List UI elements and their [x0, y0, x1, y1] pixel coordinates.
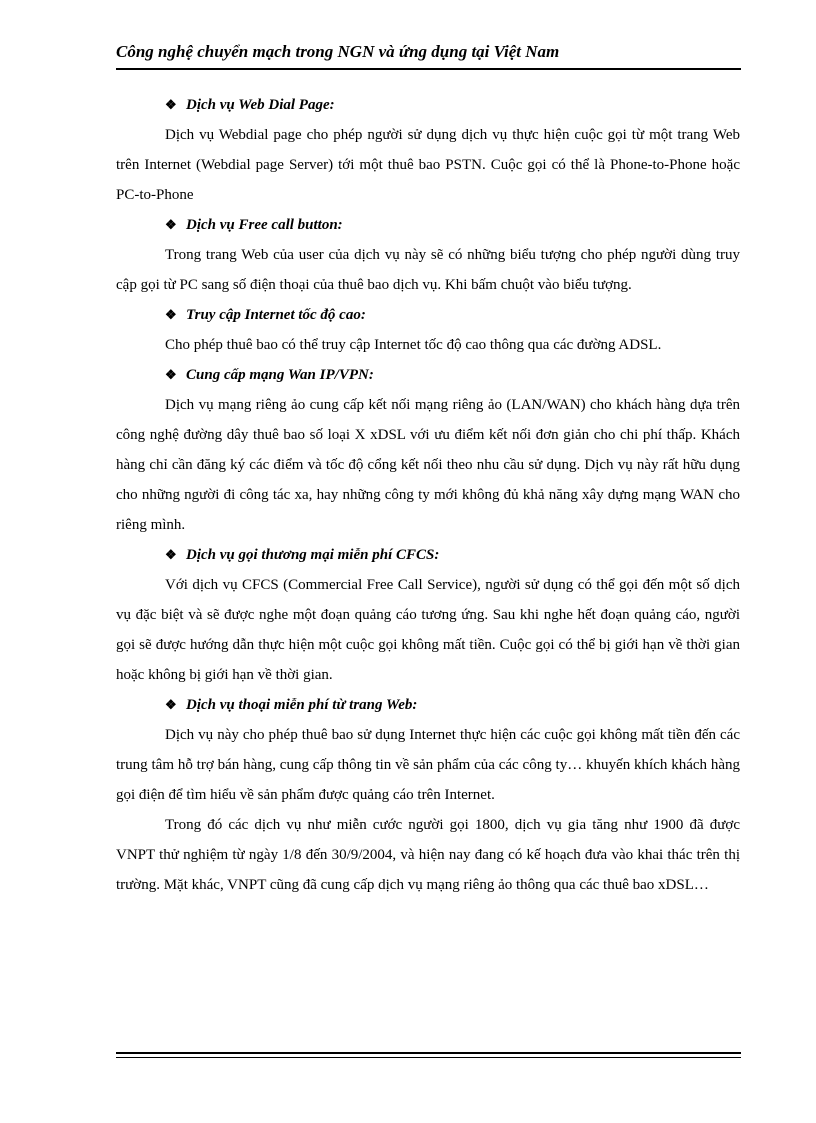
section-heading	[116, 690, 740, 720]
paragraph: Dịch vụ Webdial page cho phép người sử dụng dịch vụ thực hiện cuộc gọi từ một trang Web trên Internet (Webdial page Server) tới một thuê bao PSTN. Cuộc gọi có thể là Phone-to-Phone hoặc PC-to-Phone	[116, 127, 740, 203]
section-heading	[116, 90, 740, 120]
paragraph: Dịch vụ mạng riêng ảo cung cấp kết nối mạng riêng ảo (LAN/WAN) cho khách hàng dựa trên công nghệ đường dây thuê bao số loại X xDSL với ưu điểm kết nối đơn giản cho chi phí thấp. Khách hàng chỉ cần đăng ký các điểm và tốc độ cổng kết nối theo nhu cầu sử dụng. Dịch vụ này rất hữu dụng cho những người đi công tác xa, hay những công ty mới không đủ khả năng xây dựng mạng WAN cho riêng mình.	[116, 397, 740, 533]
diamond-bullet-icon: ❖	[165, 307, 177, 322]
section-heading	[116, 360, 740, 390]
diamond-bullet-icon: ❖	[165, 697, 177, 712]
paragraph: Dịch vụ này cho phép thuê bao sử dụng Internet thực hiện các cuộc gọi không mất tiền đến các trung tâm hỗ trợ bán hàng, cung cấp thông tin về sản phẩm của các công ty… khuyến khích khách hàng gọi điện để tìm hiểu về sản phẩm được quảng cáo trên Internet.	[116, 727, 740, 803]
paragraph: Với dịch vụ CFCS (Commercial Free Call Service), người sử dụng có thể gọi đến một số dịch vụ đặc biệt và sẽ được nghe một đoạn quảng cáo tương ứng. Sau khi nghe hết đoạn quảng cáo, người gọi sẽ được hướng dẫn thực hiện một cuộc gọi không mất tiền. Cuộc gọi có thể bị giới hạn về thời gian hoặc không bị giới hạn về thời gian.	[116, 577, 740, 683]
section-heading	[116, 210, 740, 240]
diamond-bullet-icon: ❖	[165, 547, 177, 562]
section-heading-text: Dịch vụ Free call button:	[186, 217, 343, 233]
diamond-bullet-icon: ❖	[165, 217, 177, 232]
header-rule	[116, 68, 741, 70]
page-header-title: Công nghệ chuyển mạch trong NGN và ứng dụng tại Việt Nam	[116, 42, 560, 61]
footer-rule	[116, 1052, 741, 1054]
footer-rule	[116, 1057, 741, 1058]
paragraph: Trong đó các dịch vụ như miễn cước người gọi 1800, dịch vụ gia tăng như 1900 đã được VNPT thử nghiệm từ ngày 1/8 đến 30/9/2004, và hiện nay đang có kế hoạch đưa vào khai thác trên thị trường. Mặt khác, VNPT cũng đã cung cấp dịch vụ mạng riêng ảo thông qua các thuê bao xDSL…	[116, 817, 740, 893]
page-content	[116, 90, 740, 900]
paragraph: Cho phép thuê bao có thể truy cập Internet tốc độ cao thông qua các đường ADSL.	[165, 337, 662, 353]
diamond-bullet-icon: ❖	[165, 97, 177, 112]
section-heading	[116, 300, 740, 330]
section-heading	[116, 540, 740, 570]
section-heading-text: Dịch vụ gọi thương mại miễn phí CFCS:	[186, 547, 440, 563]
diamond-bullet-icon: ❖	[165, 367, 177, 382]
paragraph: Trong trang Web của user của dịch vụ này sẽ có những biểu tượng cho phép người dùng truy cập gọi từ PC sang số điện thoại của thuê bao dịch vụ. Khi bấm chuột vào biểu tượng.	[116, 247, 740, 293]
section-heading-text: Cung cấp mạng Wan IP/VPN:	[186, 367, 374, 383]
section-heading-text: Truy cập Internet tốc độ cao:	[186, 307, 366, 323]
section-heading-text: Dịch vụ thoại miễn phí từ trang Web:	[186, 697, 418, 713]
section-heading-text: Dịch vụ Web Dial Page:	[186, 97, 335, 113]
